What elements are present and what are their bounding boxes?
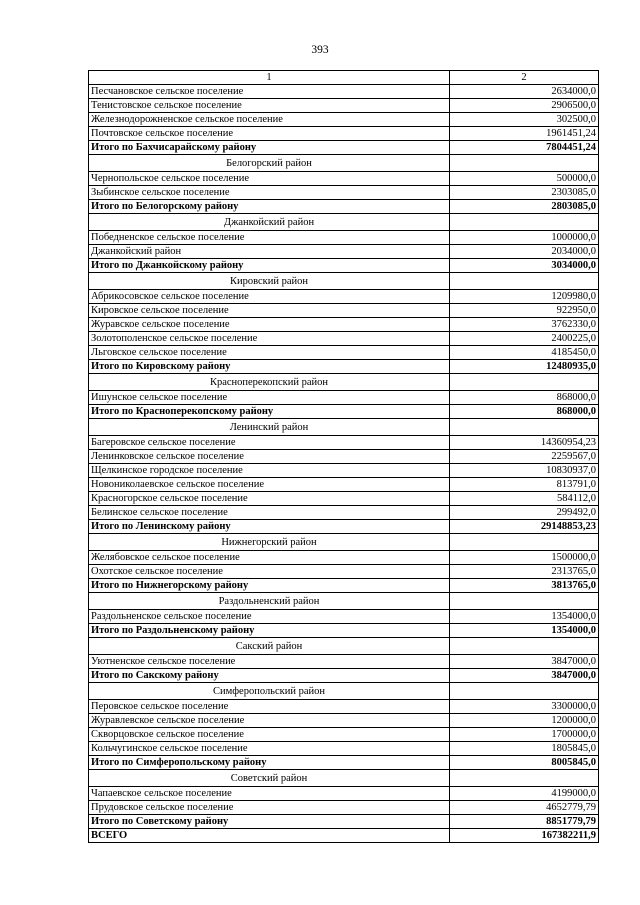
amount-cell: 10830937,0 — [450, 464, 599, 478]
district-total-row — [89, 200, 599, 214]
column-header-1: 1 — [89, 71, 450, 85]
amount-cell: 922950,0 — [450, 304, 599, 318]
table-body — [89, 71, 599, 843]
total-amount: 1354000,0 — [450, 624, 599, 638]
district-total-row — [89, 141, 599, 155]
total-label: Итого по Раздольненскому району — [89, 624, 450, 638]
amount-cell: 2259567,0 — [450, 450, 599, 464]
amount-cell: 2906500,0 — [450, 99, 599, 113]
settlement-row — [89, 464, 599, 478]
column-header-2: 2 — [450, 71, 599, 85]
settlement-name: Чернопольское сельское поселение — [89, 172, 450, 186]
district-name: Ленинский район — [89, 419, 450, 436]
amount-cell: 2400225,0 — [450, 332, 599, 346]
settlement-name: Белинское сельское поселение — [89, 506, 450, 520]
settlement-row — [89, 700, 599, 714]
settlement-row — [89, 787, 599, 801]
district-header-row — [89, 214, 599, 231]
settlement-row — [89, 332, 599, 346]
total-label: Итого по Красноперекопскому району — [89, 405, 450, 419]
district-header-row — [89, 638, 599, 655]
total-amount: 2803085,0 — [450, 200, 599, 214]
amount-cell: 4185450,0 — [450, 346, 599, 360]
district-total-row — [89, 815, 599, 829]
budget-table — [88, 70, 599, 843]
district-total-row — [89, 520, 599, 534]
total-label: ВСЕГО — [89, 829, 450, 843]
amount-cell: 299492,0 — [450, 506, 599, 520]
total-label: Итого по Белогорскому району — [89, 200, 450, 214]
settlement-row — [89, 655, 599, 669]
settlement-row — [89, 728, 599, 742]
amount-cell: 813791,0 — [450, 478, 599, 492]
settlement-name: Охотское сельское поселение — [89, 565, 450, 579]
total-amount: 167382211,9 — [450, 829, 599, 843]
amount-cell: 584112,0 — [450, 492, 599, 506]
settlement-row — [89, 127, 599, 141]
total-amount: 12480935,0 — [450, 360, 599, 374]
settlement-name: Чапаевское сельское поселение — [89, 787, 450, 801]
district-total-row — [89, 669, 599, 683]
settlement-name: Новониколаевское сельское поселение — [89, 478, 450, 492]
settlement-name: Почтовское сельское поселение — [89, 127, 450, 141]
settlement-name: Тенистовское сельское поселение — [89, 99, 450, 113]
empty-cell — [450, 273, 599, 290]
district-name: Советский район — [89, 770, 450, 787]
district-header-row — [89, 374, 599, 391]
settlement-name: Ленинковское сельское поселение — [89, 450, 450, 464]
grand-total-row — [89, 829, 599, 843]
district-name: Симферопольский район — [89, 683, 450, 700]
empty-cell — [450, 683, 599, 700]
empty-cell — [450, 770, 599, 787]
amount-cell: 4652779,79 — [450, 801, 599, 815]
settlement-row — [89, 492, 599, 506]
district-header-row — [89, 534, 599, 551]
amount-cell: 1200000,0 — [450, 714, 599, 728]
page-number: 393 — [311, 44, 329, 56]
district-header-row — [89, 683, 599, 700]
empty-cell — [450, 214, 599, 231]
settlement-row — [89, 346, 599, 360]
amount-cell: 2303085,0 — [450, 186, 599, 200]
district-header-row — [89, 593, 599, 610]
settlement-name: Ишунское сельское поселение — [89, 391, 450, 405]
settlement-name: Щелкинское городское поселение — [89, 464, 450, 478]
settlement-row — [89, 391, 599, 405]
settlement-name: Кировское сельское поселение — [89, 304, 450, 318]
settlement-row — [89, 714, 599, 728]
settlement-row — [89, 565, 599, 579]
settlement-name: Багеровское сельское поселение — [89, 436, 450, 450]
total-label: Итого по Кировскому району — [89, 360, 450, 374]
total-amount: 29148853,23 — [450, 520, 599, 534]
district-header-row — [89, 770, 599, 787]
settlement-name: Журавское сельское поселение — [89, 318, 450, 332]
total-amount: 3034000,0 — [450, 259, 599, 273]
amount-cell: 4199000,0 — [450, 787, 599, 801]
empty-cell — [450, 534, 599, 551]
district-total-row — [89, 756, 599, 770]
amount-cell: 1500000,0 — [450, 551, 599, 565]
total-label: Итого по Нижнегорскому району — [89, 579, 450, 593]
total-amount: 8851779,79 — [450, 815, 599, 829]
total-amount: 3813765,0 — [450, 579, 599, 593]
amount-cell: 500000,0 — [450, 172, 599, 186]
settlement-row — [89, 290, 599, 304]
settlement-name: Раздольненское сельское поселение — [89, 610, 450, 624]
settlement-row — [89, 478, 599, 492]
district-name: Кировский район — [89, 273, 450, 290]
settlement-row — [89, 231, 599, 245]
settlement-row — [89, 551, 599, 565]
settlement-row — [89, 742, 599, 756]
district-total-row — [89, 405, 599, 419]
settlement-name: Победненское сельское поселение — [89, 231, 450, 245]
settlement-row — [89, 245, 599, 259]
total-label: Итого по Ленинскому району — [89, 520, 450, 534]
district-name: Красноперекопский район — [89, 374, 450, 391]
amount-cell: 1000000,0 — [450, 231, 599, 245]
empty-cell — [450, 638, 599, 655]
settlement-name: Льговское сельское поселение — [89, 346, 450, 360]
amount-cell: 1700000,0 — [450, 728, 599, 742]
settlement-row — [89, 85, 599, 99]
settlement-name: Зыбинское сельское поселение — [89, 186, 450, 200]
settlement-row — [89, 186, 599, 200]
district-total-row — [89, 579, 599, 593]
total-amount: 868000,0 — [450, 405, 599, 419]
amount-cell: 3300000,0 — [450, 700, 599, 714]
settlement-row — [89, 610, 599, 624]
amount-cell: 3847000,0 — [450, 655, 599, 669]
district-name: Нижнегорский район — [89, 534, 450, 551]
settlement-row — [89, 172, 599, 186]
amount-cell: 868000,0 — [450, 391, 599, 405]
empty-cell — [450, 419, 599, 436]
district-name: Белогорский район — [89, 155, 450, 172]
empty-cell — [450, 155, 599, 172]
settlement-row — [89, 450, 599, 464]
settlement-row — [89, 801, 599, 815]
amount-cell: 1961451,24 — [450, 127, 599, 141]
settlement-name: Золотополенское сельское поселение — [89, 332, 450, 346]
empty-cell — [450, 593, 599, 610]
settlement-row — [89, 436, 599, 450]
settlement-row — [89, 318, 599, 332]
settlement-name: Железнодорожненское сельское поселение — [89, 113, 450, 127]
settlement-name: Джанкойский район — [89, 245, 450, 259]
district-header-row — [89, 155, 599, 172]
district-name: Джанкойский район — [89, 214, 450, 231]
settlement-name: Абрикосовское сельское поселение — [89, 290, 450, 304]
settlement-row — [89, 304, 599, 318]
settlement-row — [89, 99, 599, 113]
district-header-row — [89, 419, 599, 436]
amount-cell: 1209980,0 — [450, 290, 599, 304]
settlement-name: Прудовское сельское поселение — [89, 801, 450, 815]
district-name: Раздольненский район — [89, 593, 450, 610]
amount-cell: 3762330,0 — [450, 318, 599, 332]
settlement-row — [89, 113, 599, 127]
amount-cell: 1354000,0 — [450, 610, 599, 624]
total-amount: 8005845,0 — [450, 756, 599, 770]
amount-cell: 2634000,0 — [450, 85, 599, 99]
settlement-name: Красногорское сельское поселение — [89, 492, 450, 506]
total-label: Итого по Бахчисарайскому району — [89, 141, 450, 155]
total-amount: 7804451,24 — [450, 141, 599, 155]
settlement-name: Песчановское сельское поселение — [89, 85, 450, 99]
total-label: Итого по Симферопольскому району — [89, 756, 450, 770]
settlement-name: Журавлевское сельское поселение — [89, 714, 450, 728]
settlement-name: Кольчугинское сельское поселение — [89, 742, 450, 756]
amount-cell: 14360954,23 — [450, 436, 599, 450]
amount-cell: 2034000,0 — [450, 245, 599, 259]
district-total-row — [89, 259, 599, 273]
settlement-row — [89, 506, 599, 520]
total-amount: 3847000,0 — [450, 669, 599, 683]
settlement-name: Уютненское сельское поселение — [89, 655, 450, 669]
district-header-row — [89, 273, 599, 290]
district-total-row — [89, 360, 599, 374]
district-total-row — [89, 624, 599, 638]
table-header-row — [89, 71, 599, 85]
district-name: Сакский район — [89, 638, 450, 655]
amount-cell: 2313765,0 — [450, 565, 599, 579]
empty-cell — [450, 374, 599, 391]
total-label: Итого по Советскому району — [89, 815, 450, 829]
total-label: Итого по Джанкойскому району — [89, 259, 450, 273]
settlement-name: Скворцовское сельское поселение — [89, 728, 450, 742]
settlement-name: Желябовское сельское поселение — [89, 551, 450, 565]
amount-cell: 302500,0 — [450, 113, 599, 127]
total-label: Итого по Сакскому району — [89, 669, 450, 683]
settlement-name: Перовское сельское поселение — [89, 700, 450, 714]
amount-cell: 1805845,0 — [450, 742, 599, 756]
